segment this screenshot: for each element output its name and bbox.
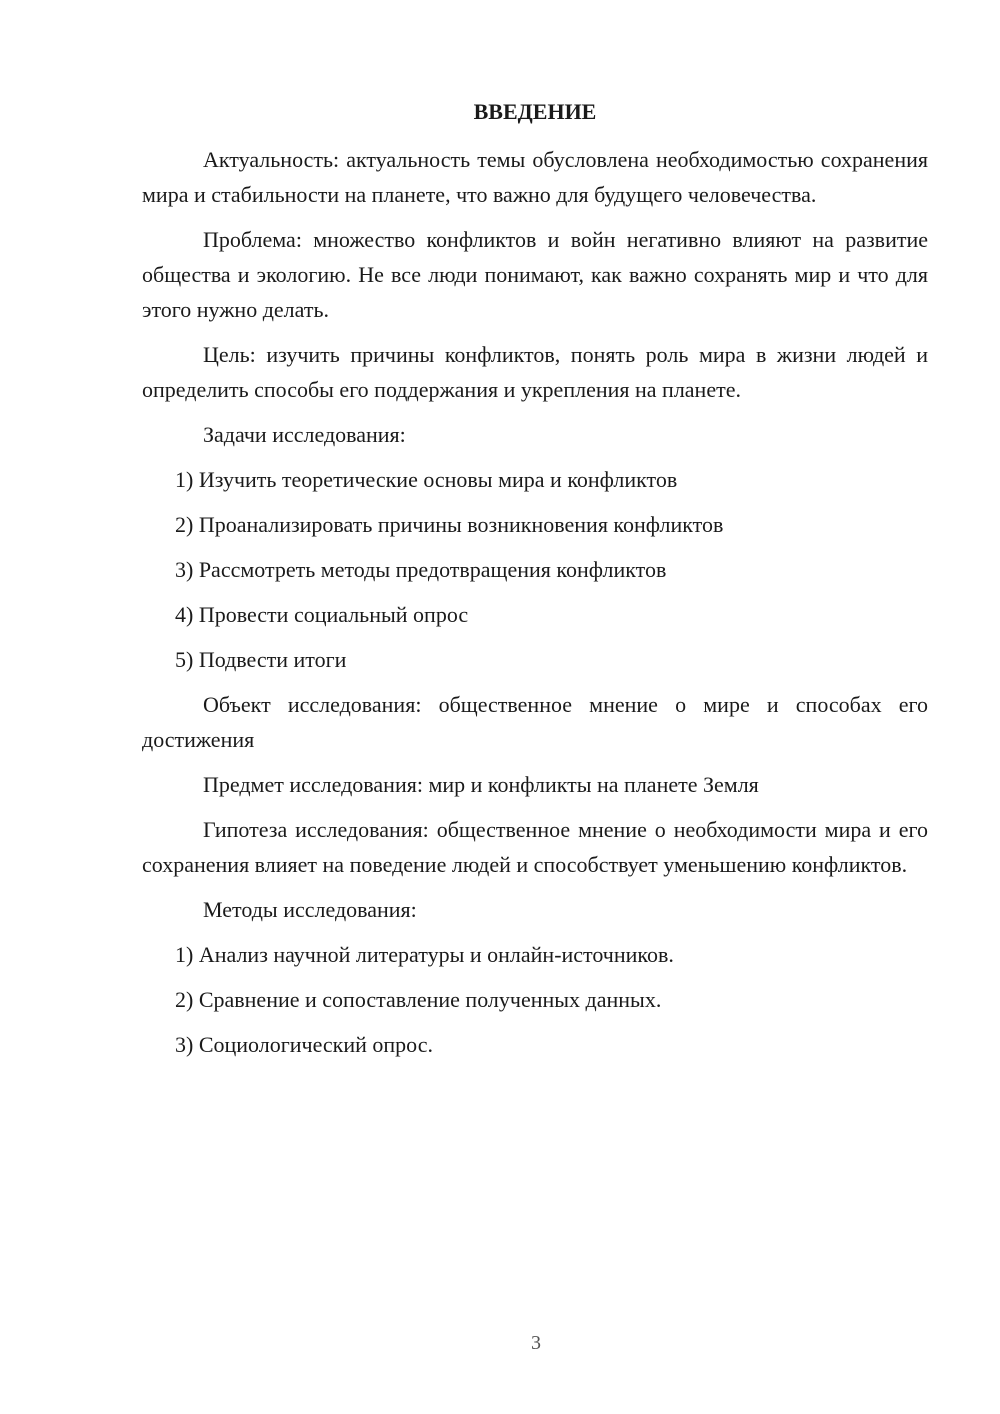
task-item: 5) Подвести итоги <box>175 647 347 672</box>
method-item: 1) Анализ научной литературы и онлайн-источников. <box>175 942 674 967</box>
problem-paragraph: Проблема: множество конфликтов и войн негативно влияют на развитие общества и экологию. Не все люди понимают, как важно сохранять мир и что для этого нужно делать. <box>142 227 928 322</box>
relevance-paragraph: Актуальность: актуальность темы обусловлена необходимостью сохранения мира и стабильности на планете, что важно для будущего человечества. <box>142 147 928 207</box>
task-item: 1) Изучить теоретические основы мира и конфликтов <box>175 467 678 492</box>
task-item: 2) Проанализировать причины возникновения конфликтов <box>175 512 724 537</box>
page-content <box>142 94 928 1072</box>
section-title: ВВЕДЕНИЕ <box>473 99 597 124</box>
hypothesis-paragraph: Гипотеза исследования: общественное мнение о необходимости мира и его сохранения влияет на поведение людей и способствует уменьшению конфликтов. <box>142 817 928 877</box>
method-item: 3) Социологический опрос. <box>175 1032 433 1057</box>
method-item: 2) Сравнение и сопоставление полученных данных. <box>175 987 662 1012</box>
page-number: 3 <box>531 1332 541 1354</box>
task-item: 4) Провести социальный опрос <box>175 602 469 627</box>
tasks-heading: Задачи исследования: <box>203 422 406 447</box>
methods-heading: Методы исследования: <box>203 897 417 922</box>
goal-paragraph: Цель: изучить причины конфликтов, понять роль мира в жизни людей и определить способы его поддержания и укрепления на планете. <box>142 342 928 402</box>
object-paragraph: Объект исследования: общественное мнение о мире и способах его достижения <box>142 692 928 752</box>
subject-paragraph: Предмет исследования: мир и конфликты на планете Земля <box>203 772 759 797</box>
task-item: 3) Рассмотреть методы предотвращения конфликтов <box>175 557 667 582</box>
